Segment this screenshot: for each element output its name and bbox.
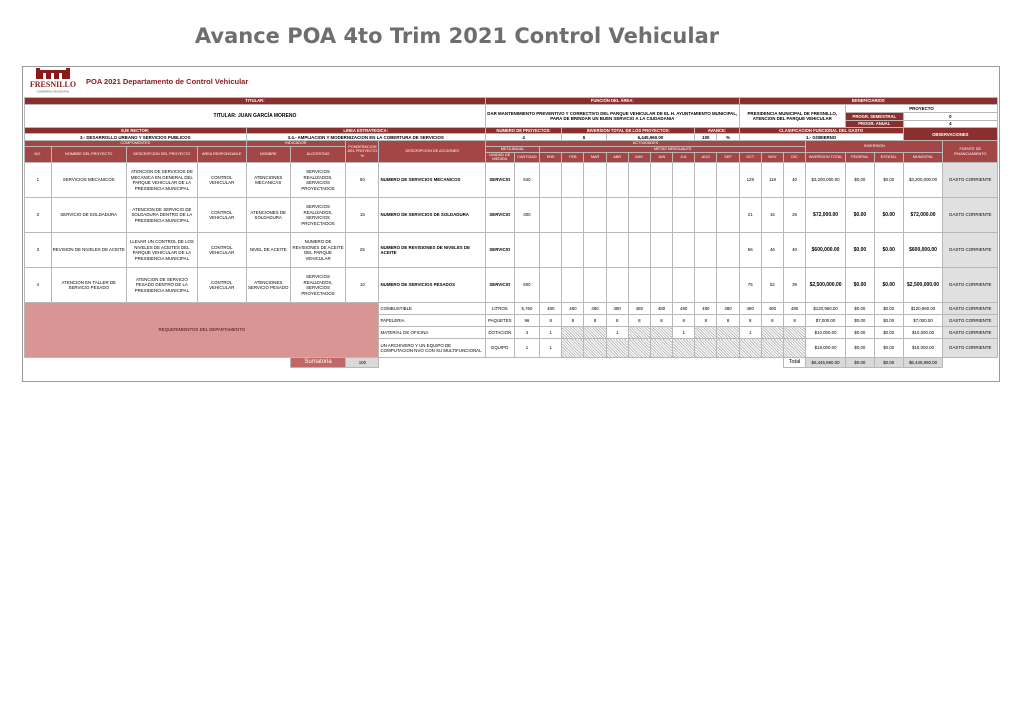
month-value xyxy=(628,339,650,358)
prog-anual-value: 4 xyxy=(903,121,997,128)
total-label: Total xyxy=(783,358,805,368)
inversion-total-value: $3,200,000.00 xyxy=(806,163,846,198)
project-algoritmo: NUMERO DE REVISIONES DE ACEITE DEL PARQUE VEHICULAR xyxy=(290,233,345,268)
municipal-header: MUNICIPAL xyxy=(903,152,943,162)
month-value xyxy=(584,268,606,303)
month-value: 8 xyxy=(562,315,584,327)
project-algoritmo: SERVICIOS REALIZADOS, SERVICIOS PROYECTADOS xyxy=(290,198,345,233)
unidad-header: UNIDAD DE MEDIDA xyxy=(485,152,514,162)
month-value xyxy=(673,233,695,268)
fuente-value: GASTO CORRIENTE xyxy=(943,315,998,327)
month-value xyxy=(562,339,584,358)
month-value: 480 xyxy=(717,303,739,315)
total-inversion: $6,445,960.00 xyxy=(806,358,846,368)
month-value xyxy=(717,339,739,358)
observaciones-label: OBSERVACIONES xyxy=(903,128,997,141)
department-title: POA 2021 Departamento de Control Vehicular xyxy=(86,77,249,86)
avance-unit: % xyxy=(717,134,739,141)
month-value: 480 xyxy=(562,303,584,315)
federal-value: $0.00 xyxy=(846,327,875,339)
month-value xyxy=(628,268,650,303)
federal-value: $0.00 xyxy=(846,233,875,268)
project-name: REVISION DE NIVELES DE ACEITE xyxy=(51,233,126,268)
req-item: PAPELERIA xyxy=(379,315,485,327)
month-value xyxy=(562,233,584,268)
month-value xyxy=(606,339,628,358)
nombre-proyecto-header: NOMBRE DEL PROYECTO xyxy=(51,146,126,162)
actividades-header: ACTIVIDADES xyxy=(485,141,805,147)
project-ponderacion: 50 xyxy=(346,163,379,198)
clasificacion-label: CLASIFICACION FUNCIONAL DEL GASTO xyxy=(739,128,903,134)
month-value xyxy=(650,268,672,303)
project-unidad: SERVICIO xyxy=(485,233,514,268)
req-unidad: EQUIPO xyxy=(485,339,514,358)
municipal-value: $120,960.00 xyxy=(903,303,943,315)
estatal-value: $0.00 xyxy=(874,163,903,198)
month-value xyxy=(540,233,562,268)
month-value xyxy=(761,339,783,358)
inversion-total-value: $120,960.00 xyxy=(806,303,846,315)
fuente-value: GASTO CORRIENTE xyxy=(943,339,998,358)
project-no: 2 xyxy=(25,198,52,233)
month-value xyxy=(628,327,650,339)
num-proyectos-label: NUMERO DE PROYECTOS: xyxy=(485,128,561,134)
inversion-total-label: INVERSION TOTAL DE LOS PROYECTOS: xyxy=(562,128,695,134)
month-value xyxy=(540,268,562,303)
inversion-total-value: $10,000.00 xyxy=(806,327,846,339)
municipal-value: $18,000.00 xyxy=(903,339,943,358)
req-unidad: PAQUETES xyxy=(485,315,514,327)
inversion-header: INVERSION xyxy=(806,141,943,152)
month-value: 52 xyxy=(761,268,783,303)
inversion-total-header: INVERSION TOTAL xyxy=(806,152,846,162)
month-value xyxy=(628,233,650,268)
month-value xyxy=(673,268,695,303)
prog-semestral-value: 0 xyxy=(903,113,997,121)
month-value: 1 xyxy=(739,327,761,339)
month-value xyxy=(606,198,628,233)
prog-anual-label: PROGR. ANUAL xyxy=(846,121,904,128)
estatal-value: $0.00 xyxy=(874,198,903,233)
month-value: 8 xyxy=(628,315,650,327)
estatal-value: $0.00 xyxy=(874,339,903,358)
month-value xyxy=(650,339,672,358)
inversion-total-value: $600,000.00 xyxy=(806,233,846,268)
estatal-value: $0.00 xyxy=(874,303,903,315)
project-acciones: NUMERO DE SERVICIOS MECANICOS xyxy=(379,163,485,198)
sumatoria-value: 100 xyxy=(346,358,379,368)
total-municipal: $6,445,960.00 xyxy=(903,358,943,368)
funcion-label: FUNCIÓN DEL ÁREA: xyxy=(485,98,739,105)
month-value xyxy=(628,198,650,233)
inversion-total-value: $72,000.00 xyxy=(806,198,846,233)
federal-value: $0.00 xyxy=(846,303,875,315)
month-value: 16 xyxy=(761,198,783,233)
month-value xyxy=(650,198,672,233)
eje-label: EJE RECTOR: xyxy=(25,128,247,134)
project-indicador: NIVEL DE ACEITE xyxy=(246,233,290,268)
month-value: 1 xyxy=(540,327,562,339)
municipal-value: $2,500,000.00 xyxy=(903,268,943,303)
req-unidad: DOTACION xyxy=(485,327,514,339)
month-value: 480 xyxy=(650,303,672,315)
fuente-value: GASTO CORRIENTE xyxy=(943,163,998,198)
month-value xyxy=(562,327,584,339)
project-name: SERVICIOS MECANICOS xyxy=(51,163,126,198)
fuente-value: GASTO CORRIENTE xyxy=(943,198,998,233)
project-name: ATENCION EN TALLER DE SERVICIO PESADO xyxy=(51,268,126,303)
month-header: MAY xyxy=(628,152,650,162)
month-value: 56 xyxy=(739,233,761,268)
fuente-value: GASTO CORRIENTE xyxy=(943,268,998,303)
titular-value: TITULAR: JUAN GARCÍA MORENO xyxy=(25,105,486,128)
inversion-symbol: $ xyxy=(562,134,606,141)
month-value: 40 xyxy=(783,163,805,198)
project-algoritmo: SERVICIOS REALIZADOS, SERVICIOS PROYECTADOS xyxy=(290,163,345,198)
clasificacion-value: 1.- GOBIERNO xyxy=(739,134,903,141)
project-unidad: SERVICIO xyxy=(485,163,514,198)
month-value: 480 xyxy=(540,303,562,315)
month-value xyxy=(562,163,584,198)
month-value: 480 xyxy=(695,303,717,315)
month-value: 8 xyxy=(673,315,695,327)
project-description: ATENCION DE SERVICIOS DE MECANICA EN GENERAL DEL PARQUE VEHICULAR DE LA PRESIDENCIA MUNICIPAL xyxy=(126,163,197,198)
req-item: MATERIAL DE OFICINA xyxy=(379,327,485,339)
inversion-total-value: $2,500,000.00 xyxy=(806,268,846,303)
federal-value: $0.00 xyxy=(846,339,875,358)
estatal-header: ESTATAL xyxy=(874,152,903,162)
month-value: 480 xyxy=(584,303,606,315)
project-cantidad xyxy=(514,233,539,268)
poa-table xyxy=(24,97,998,368)
month-header: FEB xyxy=(562,152,584,162)
month-value: 46 xyxy=(761,233,783,268)
req-cantidad: 96 xyxy=(514,315,539,327)
project-unidad: SERVICIO xyxy=(485,268,514,303)
month-value xyxy=(628,163,650,198)
municipal-value: $10,000.00 xyxy=(903,327,943,339)
table-row xyxy=(25,268,998,303)
linea-label: LINEA ESTRATEGICA: xyxy=(246,128,485,134)
linea-value: 3.4.- AMPLIACION Y MODERNIZACION EN LA COBERTURA DE SERVICIOS xyxy=(246,134,485,141)
month-header: MAR xyxy=(584,152,606,162)
month-header: ABR xyxy=(606,152,628,162)
month-value xyxy=(717,233,739,268)
month-header: ENE xyxy=(540,152,562,162)
month-value: 8 xyxy=(717,315,739,327)
avance-value: 100 xyxy=(695,134,717,141)
meta-anual-header: META ANUAL xyxy=(485,146,539,152)
req-cantidad: 4 xyxy=(514,327,539,339)
federal-value: $0.00 xyxy=(846,198,875,233)
month-value: 480 xyxy=(761,303,783,315)
no-header: NO. xyxy=(25,146,52,162)
proyecto-label: PROYECTO xyxy=(846,105,998,113)
req-cantidad: 1 xyxy=(514,339,539,358)
estatal-value: $0.00 xyxy=(874,327,903,339)
month-value xyxy=(783,327,805,339)
beneficiarios-value: PRESIDENCIA MUNICIPAL DE FRESNILLO, ATENCION DEL PARQUE VEHICULAR xyxy=(739,105,845,128)
table-row xyxy=(25,163,998,198)
project-description: ATENCION DE SERVICIO DE SOLDADURA DENTRO DE LA PRESIDENCIA MUNICIPAL xyxy=(126,198,197,233)
fuente-value: GASTO CORRIENTE xyxy=(943,233,998,268)
project-cantidad: 300 xyxy=(514,198,539,233)
table-row xyxy=(25,198,998,233)
month-value: 480 xyxy=(783,303,805,315)
fuente-value: GASTO CORRIENTE xyxy=(943,327,998,339)
fuente-value: GASTO CORRIENTE xyxy=(943,303,998,315)
req-item: COMBUSTIBLE xyxy=(379,303,485,315)
project-no: 4 xyxy=(25,268,52,303)
totals-row xyxy=(25,358,998,368)
metas-mes-header: METAS MENSUALES xyxy=(540,146,806,152)
month-value xyxy=(695,233,717,268)
month-value xyxy=(717,327,739,339)
month-header: JUL xyxy=(673,152,695,162)
project-indicador: ATENCIONES SERVICIO PESADO xyxy=(246,268,290,303)
municipal-value: $3,200,000.00 xyxy=(903,163,943,198)
month-value xyxy=(650,233,672,268)
project-name: SERVICIO DE SOLDADURA xyxy=(51,198,126,233)
month-value xyxy=(739,339,761,358)
document-title: Avance POA 4to Trim 2021 Control Vehicular xyxy=(194,24,720,48)
project-area: CONTROL VEHICULAR xyxy=(197,198,246,233)
month-header: AGO xyxy=(695,152,717,162)
federal-value: $0.00 xyxy=(846,163,875,198)
req-unidad: LITROS xyxy=(485,303,514,315)
month-value xyxy=(584,327,606,339)
project-no: 3 xyxy=(25,233,52,268)
req-item: UN ARCHIVERO Y UN EQUIPO DE COMPUTACION NVO CON SU MULTIFUNCIONAL xyxy=(379,339,485,358)
requerimientos-label: REQUERIMIENTOS DEL DEPARTAMENTO xyxy=(25,303,379,358)
month-header: SEP xyxy=(717,152,739,162)
project-area: CONTROL VEHICULAR xyxy=(197,163,246,198)
acciones-header: DESCRIPCION DE ACCIONES xyxy=(379,141,485,163)
funcion-value: DAR MANTENIMIENTO PREVENTIVO Y CORRECTIVO DEL PARQUE VEHICULAR DE EL H. AYUNTAMIENTO MUNICIPAL, PARA DE BRINDAR UN BUEN SERVICIO A LA CIUDADANIA xyxy=(485,105,739,128)
month-header: DIC xyxy=(783,152,805,162)
federal-value: $0.00 xyxy=(846,315,875,327)
beneficiarios-label: BENEFICIARIOS xyxy=(739,98,997,105)
req-cantidad: 5,760 xyxy=(514,303,539,315)
avance-label: AVANCE: xyxy=(695,128,739,134)
month-value xyxy=(606,163,628,198)
project-ponderacion: 25 xyxy=(346,233,379,268)
month-value: 1 xyxy=(673,327,695,339)
month-value xyxy=(650,163,672,198)
month-value xyxy=(783,339,805,358)
project-area: CONTROL VEHICULAR xyxy=(197,268,246,303)
month-value: 40 xyxy=(783,233,805,268)
month-value xyxy=(650,327,672,339)
month-value xyxy=(695,268,717,303)
month-value xyxy=(584,198,606,233)
logo-caption: GOBIERNO MUNICIPAL xyxy=(36,89,70,94)
table-row xyxy=(25,303,998,315)
fuente-header: FUENTE DE FINANCIAMIENTO xyxy=(943,141,998,163)
project-algoritmo: SERVICIOS REALIZADOS, SERVICIOS PROYECTADOS xyxy=(290,268,345,303)
month-value xyxy=(717,268,739,303)
month-value: 480 xyxy=(606,303,628,315)
project-cantidad: 840 xyxy=(514,163,539,198)
project-unidad: SERVICIO xyxy=(485,198,514,233)
month-value: 26 xyxy=(783,198,805,233)
month-value xyxy=(695,163,717,198)
month-value: 8 xyxy=(650,315,672,327)
cantidad-header: CANTIDAD xyxy=(514,152,539,162)
month-value: 8 xyxy=(739,315,761,327)
estatal-value: $0.00 xyxy=(874,315,903,327)
month-value xyxy=(540,198,562,233)
month-value xyxy=(761,327,783,339)
descripcion-proyecto-header: DESCRIPCION DEL PROYECTO xyxy=(126,146,197,162)
project-description: ATENCION DE SERVICIO PESADO DENTRO DE LA PRESIDENCIA MUNICIPAL xyxy=(126,268,197,303)
titular-label: TITULAR: xyxy=(25,98,486,105)
month-value: 8 xyxy=(540,315,562,327)
month-value xyxy=(673,339,695,358)
indicador-header: INDICADOR xyxy=(246,141,346,147)
project-indicador: ATENCIONES DE SOLDADURA xyxy=(246,198,290,233)
month-value xyxy=(584,233,606,268)
municipal-value: $7,000.00 xyxy=(903,315,943,327)
month-value: 8 xyxy=(761,315,783,327)
project-acciones: NUMERO DE SERVICIOS PESADOS xyxy=(379,268,485,303)
month-value: 39 xyxy=(783,268,805,303)
estatal-value: $0.00 xyxy=(874,233,903,268)
inversion-total-value: $18,000.00 xyxy=(806,339,846,358)
project-ponderacion: 15 xyxy=(346,198,379,233)
month-value xyxy=(606,268,628,303)
month-value xyxy=(673,198,695,233)
month-value xyxy=(695,327,717,339)
month-value: 480 xyxy=(628,303,650,315)
month-value: 8 xyxy=(695,315,717,327)
project-area: CONTROL VEHICULAR xyxy=(197,233,246,268)
componentes-header: COMPONENTES xyxy=(25,141,247,147)
month-value xyxy=(540,163,562,198)
federal-header: FEDERAL xyxy=(846,152,875,162)
month-value xyxy=(606,233,628,268)
federal-value: $0.00 xyxy=(846,268,875,303)
month-value xyxy=(562,198,584,233)
municipal-value: $600,000.00 xyxy=(903,233,943,268)
logo-text: FRESNILLO xyxy=(29,80,77,89)
month-value: 8 xyxy=(783,315,805,327)
month-header: OCT xyxy=(739,152,761,162)
month-value: 1 xyxy=(606,327,628,339)
month-value: 118 xyxy=(761,163,783,198)
month-value xyxy=(695,198,717,233)
month-value: 480 xyxy=(739,303,761,315)
month-header: JUN xyxy=(650,152,672,162)
month-value xyxy=(673,163,695,198)
month-value xyxy=(562,268,584,303)
total-federal: $0.00 xyxy=(846,358,875,368)
project-description: LLEVAR UN CONTROL DE LOS NIVELES DE ACEITES DEL PARQUE VEHICULAR DE LA PRESIDENCIA MUNICIPAL xyxy=(126,233,197,268)
project-acciones: NUMERO DE REVISIONES DE NIVELES DE ACEITE xyxy=(379,233,485,268)
sumatoria-label: Sumatoria xyxy=(290,358,345,368)
estatal-value: $0.00 xyxy=(874,268,903,303)
inversion-total-value: $7,000.00 xyxy=(806,315,846,327)
project-cantidad: 600 xyxy=(514,268,539,303)
month-value xyxy=(717,198,739,233)
month-value xyxy=(695,339,717,358)
month-value xyxy=(717,163,739,198)
inversion-total-value: 6,445,960.00 xyxy=(606,134,695,141)
area-header: AREA RESPONSABLE xyxy=(197,146,246,162)
month-value: 129 xyxy=(739,163,761,198)
month-value xyxy=(584,339,606,358)
building-icon xyxy=(36,68,70,79)
month-value: 480 xyxy=(673,303,695,315)
fresnillo-logo xyxy=(24,68,82,94)
table-row xyxy=(25,233,998,268)
month-value xyxy=(584,163,606,198)
municipal-value: $72,000.00 xyxy=(903,198,943,233)
project-no: 1 xyxy=(25,163,52,198)
ponderacion-header: PONDERACION DEL PROYECTO % xyxy=(346,141,379,163)
project-ponderacion: 10 xyxy=(346,268,379,303)
month-value: 1 xyxy=(540,339,562,358)
eje-value: 3.- DESARROLLO URBANO Y SERVICIOS PUBLICOS xyxy=(25,134,247,141)
num-proyectos-value: 4 xyxy=(485,134,561,141)
total-estatal: $0.00 xyxy=(874,358,903,368)
algoritmo-header: ALGORITMO xyxy=(290,146,345,162)
project-indicador: ATENCIONES MECANICAS xyxy=(246,163,290,198)
month-value: 8 xyxy=(606,315,628,327)
month-header: NOV xyxy=(761,152,783,162)
project-acciones: NUMERO DE SERVICIOS DE SOLDADURA xyxy=(379,198,485,233)
month-value: 8 xyxy=(584,315,606,327)
month-value: 75 xyxy=(739,268,761,303)
nombre-header: NOMBRE xyxy=(246,146,290,162)
prog-semestral-label: PROGR. SEMESTRAL xyxy=(846,113,904,121)
month-value: 21 xyxy=(739,198,761,233)
